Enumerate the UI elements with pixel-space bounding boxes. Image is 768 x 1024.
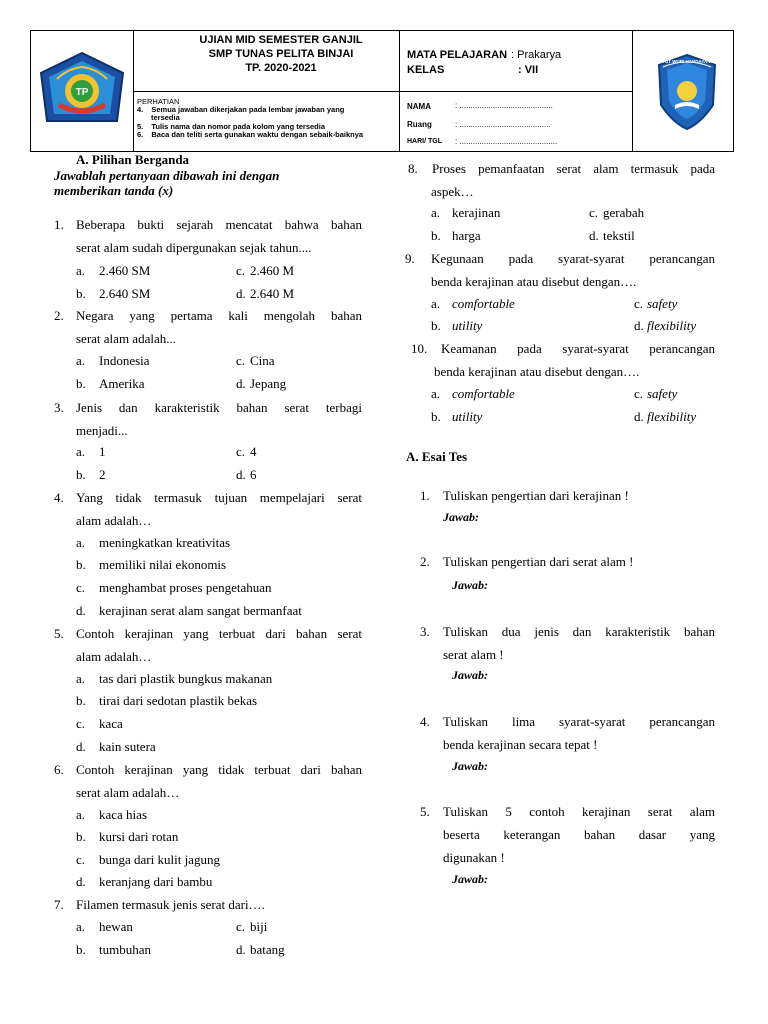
question-text: aspek… [431, 184, 474, 199]
option-letter[interactable]: d. [236, 376, 246, 391]
option-letter[interactable]: a. [431, 205, 441, 220]
exam-title-line: UJIAN MID SEMESTER GANJIL [199, 34, 363, 46]
date-field[interactable]: : ............................................ [455, 137, 558, 146]
option-letter[interactable]: d. [634, 318, 644, 333]
answer-label: Jawab: [443, 510, 479, 524]
instruction-line: memberikan tanda (x) [54, 183, 174, 198]
option-letter[interactable]: d. [76, 739, 86, 754]
option-letter[interactable]: d. [589, 228, 599, 243]
question-text: Contoh kerajinan yang tidak terbuat dari bahan [76, 762, 362, 777]
option-letter[interactable]: a. [76, 919, 86, 934]
essay-question: benda kerajinan secara tepat ! [443, 737, 598, 752]
option-letter[interactable]: c. [589, 205, 599, 220]
option-text: menghambat proses pengetahuan [99, 580, 272, 595]
option-letter[interactable]: c. [76, 852, 86, 867]
option-letter[interactable]: a. [431, 386, 441, 401]
option-text: flexibility [647, 409, 697, 424]
essay-question: Tuliskan pengertian dari kerajinan ! [443, 488, 629, 503]
essay-question: Tuliskan pengertian dari serat alam ! [443, 554, 634, 569]
option-text: meningkatkan kreativitas [99, 535, 231, 550]
essay-question: beserta keterangan bahan dasar yang [443, 827, 715, 842]
option-text: Jepang [250, 376, 287, 391]
option-text: batang [250, 942, 285, 957]
option-letter[interactable]: d. [76, 874, 86, 889]
instruction-line: Jawablah pertanyaan dibawah ini dengan [54, 168, 280, 183]
option-text: kain sutera [99, 739, 156, 754]
notice-text-cont: tersedia [151, 113, 180, 122]
logo-motto: TUT WURI HANDAYANI [662, 59, 712, 64]
option-letter[interactable]: a. [76, 671, 86, 686]
question-number: 8. [408, 161, 418, 176]
option-text: tirai dari sedotan plastik bekas [99, 693, 258, 708]
option-letter[interactable]: a. [76, 353, 86, 368]
question-text: serat alam sudah dipergunakan sejak tahun.... [76, 240, 312, 255]
question-text: serat alam adalah... [76, 331, 176, 346]
question-number: 6. [54, 762, 64, 777]
option-text: Amerika [99, 376, 145, 391]
option-letter[interactable]: a. [76, 807, 86, 822]
option-letter[interactable]: b. [76, 829, 86, 844]
question-text: Kegunaan pada syarat-syarat perancangan [431, 251, 715, 266]
option-letter[interactable]: d. [634, 409, 644, 424]
essay-question: Tuliskan dua jenis dan karakteristik bahan [443, 624, 715, 639]
question-number: 2. [54, 308, 64, 323]
school-logo [37, 51, 127, 131]
svg-text:TP: TP [75, 87, 89, 98]
question-number: 3. [54, 400, 64, 415]
option-text: safety [647, 296, 678, 311]
option-letter[interactable]: a. [431, 296, 441, 311]
option-text: 2.640 SM [99, 286, 151, 301]
option-letter[interactable]: d. [76, 603, 86, 618]
question-text: menjadi... [76, 423, 128, 438]
option-text: 4 [250, 444, 257, 459]
option-letter[interactable]: c. [634, 386, 644, 401]
option-letter[interactable]: b. [431, 228, 441, 243]
option-text: Indonesia [99, 353, 150, 368]
answer-label: Jawab: [452, 668, 488, 682]
class-label: KELAS [407, 64, 445, 76]
option-letter[interactable]: a. [76, 444, 86, 459]
option-text: kursi dari rotan [99, 829, 179, 844]
question-number: 1. [54, 217, 64, 232]
option-letter[interactable]: b. [76, 376, 86, 391]
option-letter[interactable]: c. [236, 919, 246, 934]
option-letter[interactable]: a. [76, 535, 86, 550]
essay-number: 3. [420, 624, 430, 639]
exam-header-table [30, 30, 734, 152]
option-letter[interactable]: d. [236, 286, 246, 301]
option-letter[interactable]: b. [431, 318, 441, 333]
option-text: 6 [250, 467, 257, 482]
option-text: utility [452, 409, 483, 424]
question-text: Beberapa bukti sejarah mencatat bahwa bahan [76, 217, 362, 232]
option-text: kerajinan [452, 205, 501, 220]
notice-number: 5. [137, 122, 144, 131]
essay-number: 5. [420, 804, 430, 819]
question-text: Negara yang pertama kali mengolah bahan [76, 308, 362, 323]
school-name: SMP TUNAS PELITA BINJAI [208, 48, 354, 60]
option-text: comfortable [452, 386, 515, 401]
option-text: harga [452, 228, 481, 243]
question-text: Filamen termasuk jenis serat dari…. [76, 897, 265, 912]
option-letter[interactable]: c. [236, 263, 246, 278]
option-text: tumbuhan [99, 942, 151, 957]
option-text: 2 [99, 467, 106, 482]
answer-label: Jawab: [452, 759, 488, 773]
name-field[interactable]: : .......................................... [455, 101, 553, 110]
option-text: utility [452, 318, 483, 333]
question-text: serat alam adalah… [76, 785, 180, 800]
answer-label: Jawab: [452, 872, 488, 886]
question-number: 10. [411, 341, 428, 356]
question-text: benda kerajinan atau disebut dengan…. [434, 364, 640, 379]
essay-question: Tuliskan 5 contoh kerajinan serat alam [443, 804, 715, 819]
option-text: 1 [99, 444, 106, 459]
option-letter[interactable]: b. [76, 557, 86, 572]
date-label: HARI/ TGL [407, 138, 442, 145]
essay-number: 4. [420, 714, 430, 729]
option-text: tekstil [603, 228, 635, 243]
notice-title: PERHATIAN [137, 97, 180, 106]
option-letter[interactable]: b. [76, 467, 86, 482]
ministry-logo [655, 53, 719, 131]
notice-text: Baca dan teliti serta gunakan waktu dengan sebaik-baiknya [151, 130, 364, 139]
option-text: keranjang dari bambu [99, 874, 213, 889]
option-letter[interactable]: d. [236, 942, 246, 957]
section-a-title: A. Pilihan Berganda [76, 152, 190, 167]
option-text: bunga dari kulit jagung [99, 852, 220, 867]
question-number: 4. [54, 490, 64, 505]
option-text: 2.460 SM [99, 263, 151, 278]
subject-value: : Prakarya [511, 49, 562, 61]
option-text: kaca [99, 716, 123, 731]
name-label: NAMA [407, 102, 431, 111]
question-number: 5. [54, 626, 64, 641]
notice-number: 4. [137, 105, 144, 114]
option-text: gerabah [603, 205, 645, 220]
essay-number: 1. [420, 488, 430, 503]
notice-text: Semua jawaban dikerjakan pada lembar jawaban yang [151, 105, 345, 114]
option-letter[interactable]: b. [76, 942, 86, 957]
essay-question: Tuliskan lima syarat-syarat perancangan [443, 714, 715, 729]
option-letter[interactable]: c. [76, 580, 86, 595]
option-text: 2.460 M [250, 263, 295, 278]
question-text: Jenis dan karakteristik bahan serat terbagi [76, 400, 362, 415]
option-letter[interactable]: b. [76, 693, 86, 708]
section-b-title: A. Esai Tes [406, 449, 468, 464]
question-text: Yang tidak termasuk tujuan mempelajari serat [76, 490, 362, 505]
option-text: comfortable [452, 296, 515, 311]
option-text: kaca hias [99, 807, 148, 822]
option-letter[interactable]: c. [634, 296, 644, 311]
essay-question: serat alam ! [443, 647, 504, 662]
question-text: benda kerajinan atau disebut dengan…. [431, 274, 637, 289]
notice-number: 6. [137, 130, 144, 139]
exam-title [133, 33, 429, 75]
notice-text: Tulis nama dan nomor pada kolom yang tersedia [151, 122, 326, 131]
room-field[interactable]: : ......................................... [455, 120, 551, 129]
option-text: tas dari plastik bungkus makanan [99, 671, 273, 686]
question-text: alam adalah… [76, 649, 152, 664]
question-text: alam adalah… [76, 513, 152, 528]
school-year: TP. 2020-2021 [245, 62, 317, 74]
option-text: hewan [99, 919, 133, 934]
question-number: 9. [405, 251, 415, 266]
option-text: Cina [250, 353, 275, 368]
class-value: : VII [518, 64, 539, 76]
notice-item [137, 131, 363, 139]
option-text: kerajinan serat alam sangat bermanfaat [99, 603, 302, 618]
option-text: flexibility [647, 318, 697, 333]
question-text: Proses pemanfaatan serat alam termasuk pada [432, 161, 715, 176]
option-letter[interactable]: b. [431, 409, 441, 424]
option-letter[interactable]: b. [76, 286, 86, 301]
option-letter[interactable]: c. [76, 716, 86, 731]
essay-question: digunakan ! [443, 850, 505, 865]
option-letter[interactable]: a. [76, 263, 86, 278]
room-label: Ruang [407, 120, 432, 129]
option-letter[interactable]: d. [236, 467, 246, 482]
option-text: biji [250, 919, 268, 934]
option-text: memiliki nilai ekonomis [99, 557, 227, 572]
option-letter[interactable]: c. [236, 444, 246, 459]
essay-number: 2. [420, 554, 430, 569]
answer-label: Jawab: [452, 578, 488, 592]
question-number: 7. [54, 897, 64, 912]
option-letter[interactable]: c. [236, 353, 246, 368]
question-text: Contoh kerajinan yang terbuat dari bahan serat [76, 626, 362, 641]
option-text: safety [647, 386, 678, 401]
subject-label: MATA PELAJARAN [407, 49, 508, 61]
question-text: Keamanan pada syarat-syarat perancangan [441, 341, 715, 356]
option-text: 2.640 M [250, 286, 295, 301]
